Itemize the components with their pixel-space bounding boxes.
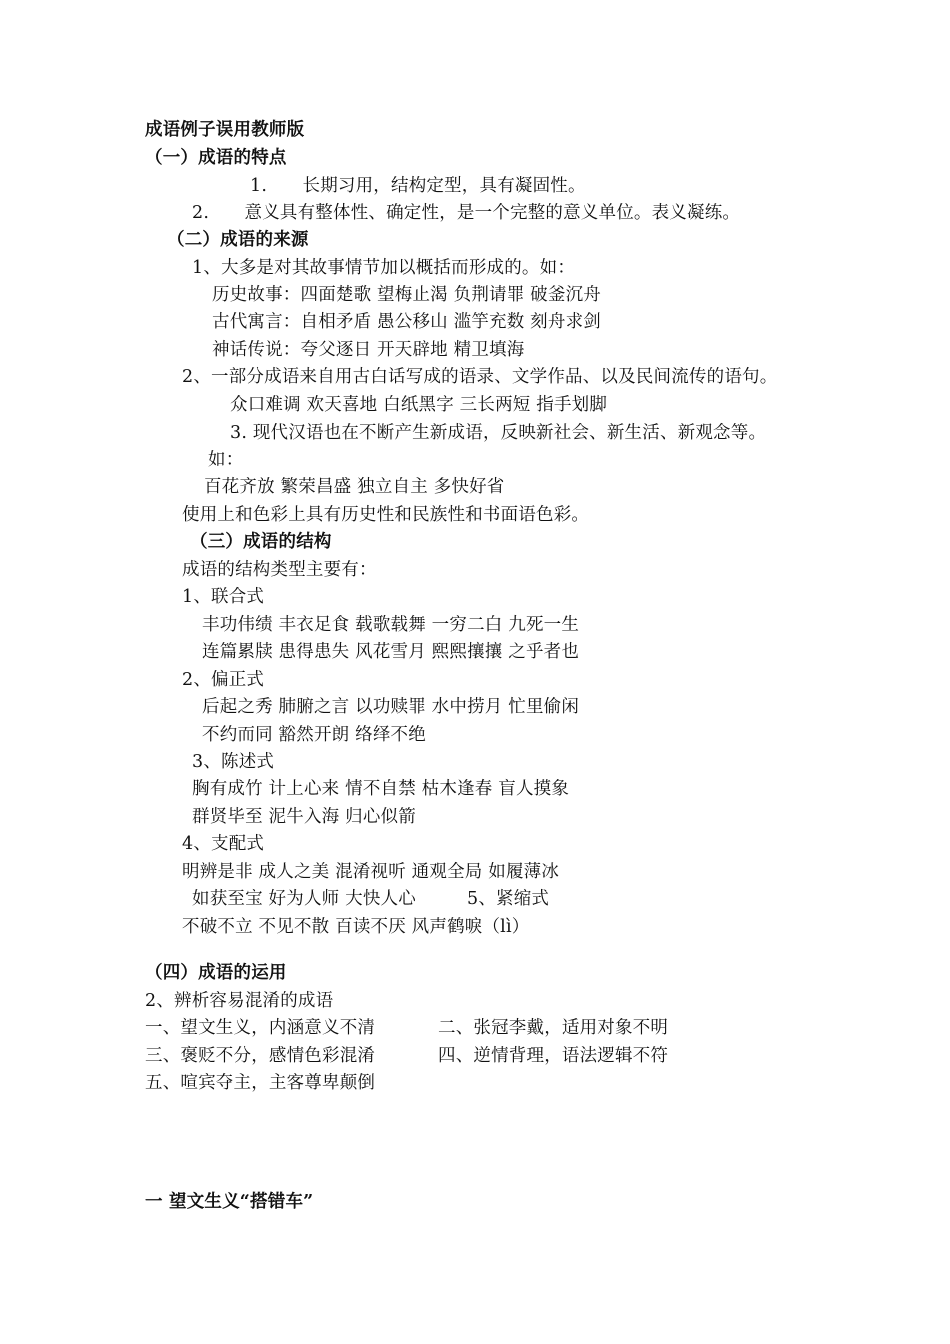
section-4-heading: （四）成语的运用 — [145, 963, 287, 983]
s2-history-examples: 历史故事：四面楚歌 望梅止渴 负荆请罪 破釜沉舟 — [212, 285, 601, 305]
s2-point-3-examples: 百花齐放 繁荣昌盛 独立自主 多快好省 — [204, 477, 505, 497]
s3-type-2: 2、偏正式 — [182, 670, 265, 690]
s4-error-2: 二、张冠李戴，适用对象不明 — [438, 1018, 669, 1038]
s1-item-2: 2. 意义具有整体性、确定性，是一个完整的意义单位。表义凝练。 — [192, 203, 741, 223]
part-1-heading: 一 望文生义“搭错车” — [145, 1192, 314, 1212]
s4-error-3: 三、褒贬不分，感情色彩混淆 — [145, 1046, 376, 1066]
s3-type-2-examples-a: 后起之秀 肺腑之言 以功赎罪 水中捞月 忙里偷闲 — [202, 697, 580, 717]
s4-error-1: 一、望文生义，内涵意义不清 — [145, 1018, 376, 1038]
s3-type-1: 1、联合式 — [182, 587, 265, 607]
doc-title: 成语例子误用教师版 — [145, 120, 305, 140]
s3-type-4-examples-b: 如获至宝 好为人师 大快人心 — [192, 889, 416, 909]
s2-usage-note: 使用上和色彩上具有历史性和民族性和书面语色彩。 — [182, 505, 590, 525]
s3-type-3: 3、陈述式 — [192, 752, 275, 772]
s3-type-2-examples-b: 不约而同 豁然开朗 络绎不绝 — [202, 725, 426, 745]
s2-myth-examples: 神话传说：夸父逐日 开天辟地 精卫填海 — [212, 340, 525, 360]
s4-error-4: 四、逆情背理，语法逻辑不符 — [438, 1046, 669, 1066]
s2-point-3: 3. 现代汉语也在不断产生新成语，反映新社会、新生活、新观念等。 — [230, 423, 767, 443]
s2-point-1: 1、大多是对其故事情节加以概括而形成的。如： — [192, 258, 576, 278]
s2-point-2: 2、一部分成语来自用古白话写成的语录、文学作品、以及民间流传的语句。 — [182, 367, 778, 387]
section-3-heading: （三）成语的结构 — [190, 532, 332, 552]
s3-intro: 成语的结构类型主要有： — [182, 560, 377, 580]
s2-point-3-ru: 如： — [208, 450, 244, 470]
s1-item-1: 1. 长期习用，结构定型，具有凝固性。 — [250, 176, 586, 196]
s3-type-3-examples-a: 胸有成竹 计上心来 情不自禁 枯木逢春 盲人摸象 — [192, 779, 570, 799]
s3-type-3-examples-b: 群贤毕至 泥牛入海 归心似箭 — [192, 807, 416, 827]
s4-error-5: 五、喧宾夺主，主客尊卑颠倒 — [145, 1073, 376, 1093]
s3-type-5-examples: 不破不立 不见不散 百读不厌 风声鹤唳（lì） — [182, 917, 530, 937]
s3-type-1-examples-b: 连篇累牍 患得患失 风花雪月 熙熙攘攘 之乎者也 — [202, 642, 580, 662]
s4-point-2: 2、辨析容易混淆的成语 — [145, 991, 334, 1011]
s2-point-2-examples: 众口难调 欢天喜地 白纸黑字 三长两短 指手划脚 — [230, 395, 608, 415]
section-2-heading: （二）成语的来源 — [167, 230, 309, 250]
s3-type-4: 4、支配式 — [182, 834, 265, 854]
s3-type-4-examples-a: 明辨是非 成人之美 混淆视听 通观全局 如履薄冰 — [182, 862, 560, 882]
s2-fable-examples: 古代寓言：自相矛盾 愚公移山 滥竽充数 刻舟求剑 — [212, 312, 601, 332]
s3-type-5: 5、紧缩式 — [467, 889, 550, 909]
section-1-heading: （一）成语的特点 — [145, 148, 287, 168]
s3-type-1-examples-a: 丰功伟绩 丰衣足食 载歌载舞 一穷二白 九死一生 — [202, 615, 580, 635]
